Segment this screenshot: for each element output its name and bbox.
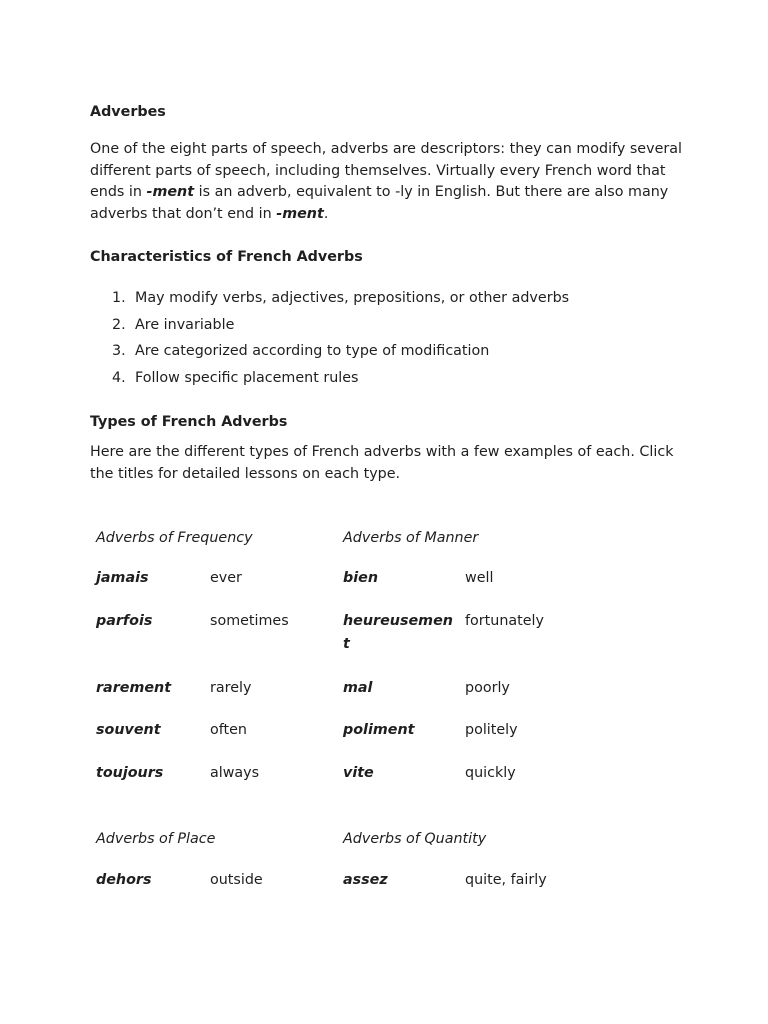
english-meaning: outside [210,872,263,888]
intro-text: ends in [90,184,147,201]
french-word: assez [343,872,388,888]
frequency-heading-link[interactable]: Adverbs of Frequency [96,530,253,546]
list-item [90,287,569,314]
list-number: 3. [112,343,126,360]
intro-line [90,204,690,226]
english-meaning: poorly [465,680,510,696]
english-meaning: well [465,570,494,586]
intro-line: One of the eight parts of speech, adverbs are descriptors: they can modify several [90,141,682,157]
french-word: mal [343,680,373,696]
types-heading: Types of French Adverbs [90,414,288,430]
list-text: Are categorized according to type of modification [135,343,490,360]
list-number: 4. [112,369,126,386]
list-text: Follow specific placement rules [135,369,359,386]
french-word: parfois [96,613,153,629]
list-text: May modify verbs, adjectives, prepositions, or other adverbs [135,290,570,306]
english-meaning: fortunately [465,613,544,629]
french-word: toujours [96,765,164,781]
english-meaning: often [210,722,247,738]
french-word: rarement [96,680,172,696]
characteristics-list [90,287,569,393]
types-line: the titles for detailed lessons on each type. [90,465,401,482]
manner-heading-link[interactable]: Adverbs of Manner [343,530,479,546]
intro-text: . [323,206,329,223]
intro-line [90,182,690,204]
intro-text: adverbs that don’t end in [90,206,277,223]
english-meaning: sometimes [210,613,289,629]
intro-text: is an adverb, equivalent to -ly in English. But there are also many [194,184,669,201]
intro-emphasis: -ment [276,206,324,223]
english-meaning: ever [210,570,242,586]
french-word: poliment [343,722,415,738]
english-meaning: rarely [210,680,252,696]
intro-line: different parts of speech, including themselves. Virtually every French word that [90,162,666,179]
english-meaning: quite, fairly [465,872,547,888]
french-word: heureusemen [343,613,453,629]
intro-paragraph [90,139,690,226]
english-meaning: quickly [465,765,516,781]
list-item [90,340,569,367]
french-word: vite [343,765,374,781]
list-text: Are invariable [135,316,235,333]
characteristics-heading: Characteristics of French Adverbs [90,249,363,265]
list-number: 2. [112,316,126,333]
place-heading-link[interactable]: Adverbs of Place [96,831,216,847]
quantity-heading-link[interactable]: Adverbs of Quantity [343,831,487,847]
french-word: souvent [96,722,161,738]
french-word: jamais [96,570,149,586]
types-paragraph [90,442,690,485]
french-word-wrap: t [343,636,350,652]
english-meaning: politely [465,722,518,738]
list-item [90,367,569,394]
french-word: dehors [96,872,152,888]
english-meaning: always [210,765,260,781]
list-item [90,314,569,341]
document-title: Adverbes [90,104,166,120]
french-word: bien [343,570,379,586]
types-line: Here are the different types of French adverbs with a few examples of each. Click [90,444,674,460]
intro-emphasis: -ment [146,184,195,201]
list-number: 1. [112,290,126,306]
